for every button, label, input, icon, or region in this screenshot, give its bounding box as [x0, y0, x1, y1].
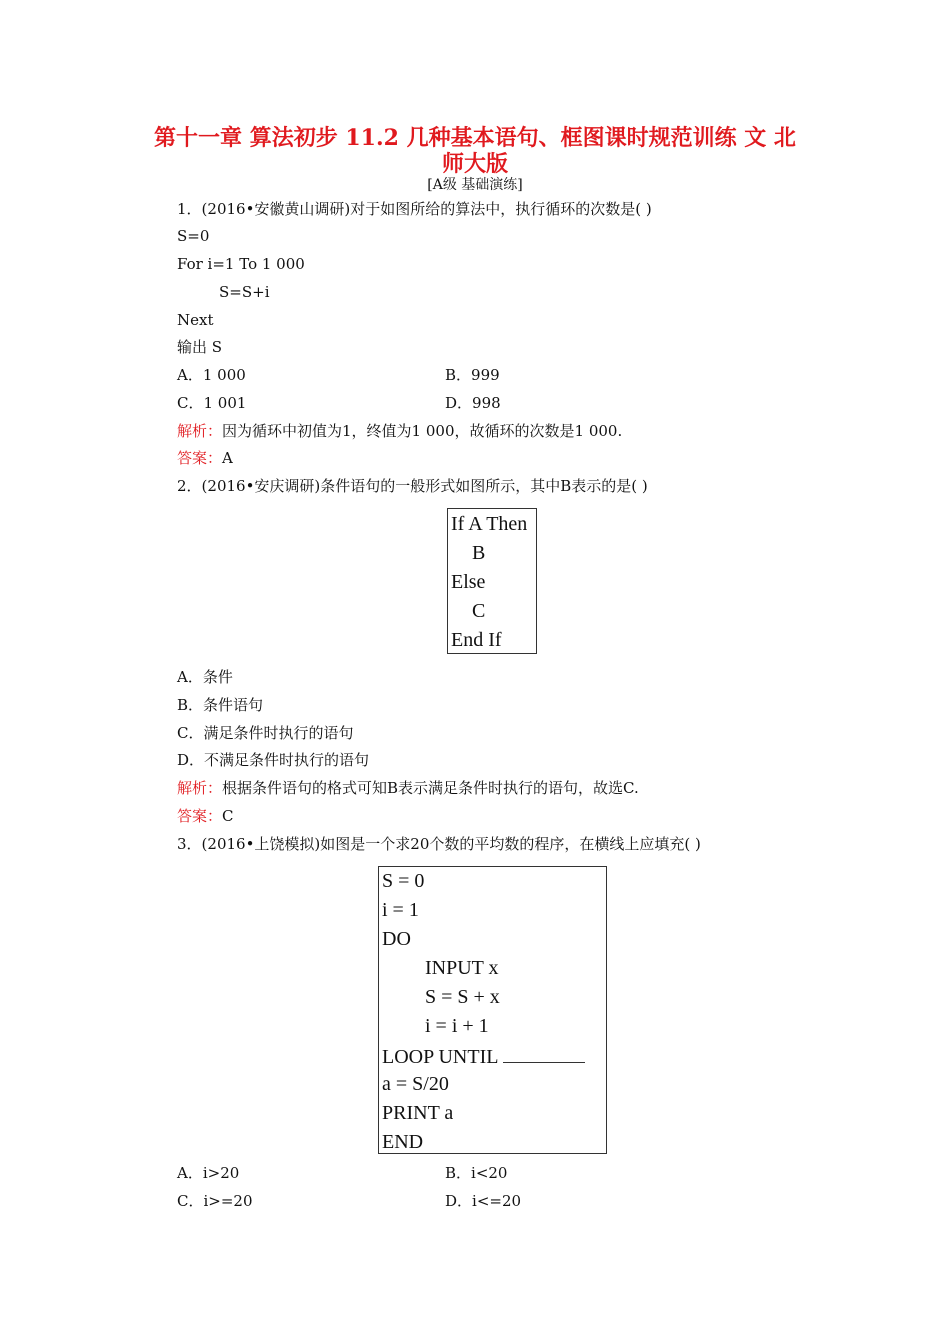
- analysis-label: 解析：: [177, 422, 223, 440]
- analysis-text: 根据条件语句的格式可知B表示满足条件时执行的语句，故选C.: [222, 779, 639, 797]
- q2-option-b: B．条件语句: [177, 696, 264, 714]
- answer-label: 答案：: [177, 449, 223, 467]
- q1-code-line-3: S=S+i: [219, 283, 270, 301]
- page-title-continued: 师大版: [441, 151, 508, 177]
- box-line: If A Then: [451, 513, 528, 535]
- q1-answer: [177, 448, 233, 468]
- q3-option-a: A．i>20: [177, 1164, 240, 1182]
- box-line: End If: [451, 629, 502, 651]
- q3-option-d: D．i<=20: [445, 1192, 522, 1210]
- page-title: 第十一章 算法初步 11.2 几种基本语句、框图课时规范训练 文 北: [154, 125, 796, 151]
- box-line: DO: [382, 928, 411, 950]
- if-then-code-box: [447, 508, 537, 654]
- box-line: [382, 1044, 585, 1069]
- box-line: C: [472, 600, 486, 622]
- answer-value: A: [222, 449, 233, 467]
- q2-option-c: C．满足条件时执行的语句: [177, 724, 354, 742]
- q2-option-d: D．不满足条件时执行的语句: [177, 751, 370, 769]
- answer-label: 答案：: [177, 807, 223, 825]
- answer-value: C: [222, 807, 234, 825]
- q1-option-d: D．998: [445, 394, 501, 412]
- box-line: S = S + x: [425, 986, 500, 1008]
- q1-code-line-2: For i=1 To 1 000: [177, 255, 305, 273]
- q1-code-line-4: Next: [177, 311, 214, 329]
- box-line: i = 1: [382, 899, 419, 921]
- level-label: [A级 基础演练]: [427, 177, 523, 193]
- box-line: S = 0: [382, 870, 425, 892]
- analysis-text: 因为循环中初值为1，终值为1 000，故循环的次数是1 000.: [222, 422, 623, 440]
- q3-option-c: C．i>=20: [177, 1192, 253, 1210]
- analysis-label: 解析：: [177, 779, 223, 797]
- q1-option-a: A．1 000: [177, 366, 246, 384]
- q3-option-b: B．i<20: [445, 1164, 508, 1182]
- q2-answer: [177, 806, 234, 826]
- box-line: a = S/20: [382, 1073, 449, 1095]
- program-code-box: [378, 866, 607, 1154]
- box-line: PRINT a: [382, 1102, 454, 1124]
- q1-analysis: [177, 421, 622, 441]
- question-3-stem: 3．(2016•上饶模拟)如图是一个求20个数的平均数的程序，在横线上应填充( ): [177, 835, 701, 853]
- q1-option-c: C．1 001: [177, 394, 247, 412]
- q2-option-a: A．条件: [177, 668, 233, 686]
- q1-code-line-5: 输出 S: [177, 338, 223, 356]
- question-2-stem: 2．(2016•安庆调研)条件语句的一般形式如图所示，其中B表示的是( ): [177, 477, 648, 495]
- q1-code-line-1: S=0: [177, 227, 210, 245]
- box-line: Else: [451, 571, 486, 593]
- loop-until-text: LOOP UNTIL: [382, 1046, 498, 1068]
- question-1-stem: 1．(2016•安徽黄山调研)对于如图所给的算法中，执行循环的次数是( ): [177, 200, 652, 218]
- box-line: END: [382, 1131, 424, 1153]
- fill-in-blank: [503, 1044, 585, 1063]
- box-line: INPUT x: [425, 957, 499, 979]
- box-line: B: [472, 542, 486, 564]
- q1-option-b: B．999: [445, 366, 500, 384]
- box-line: i = i + 1: [425, 1015, 489, 1037]
- q2-analysis: [177, 778, 639, 798]
